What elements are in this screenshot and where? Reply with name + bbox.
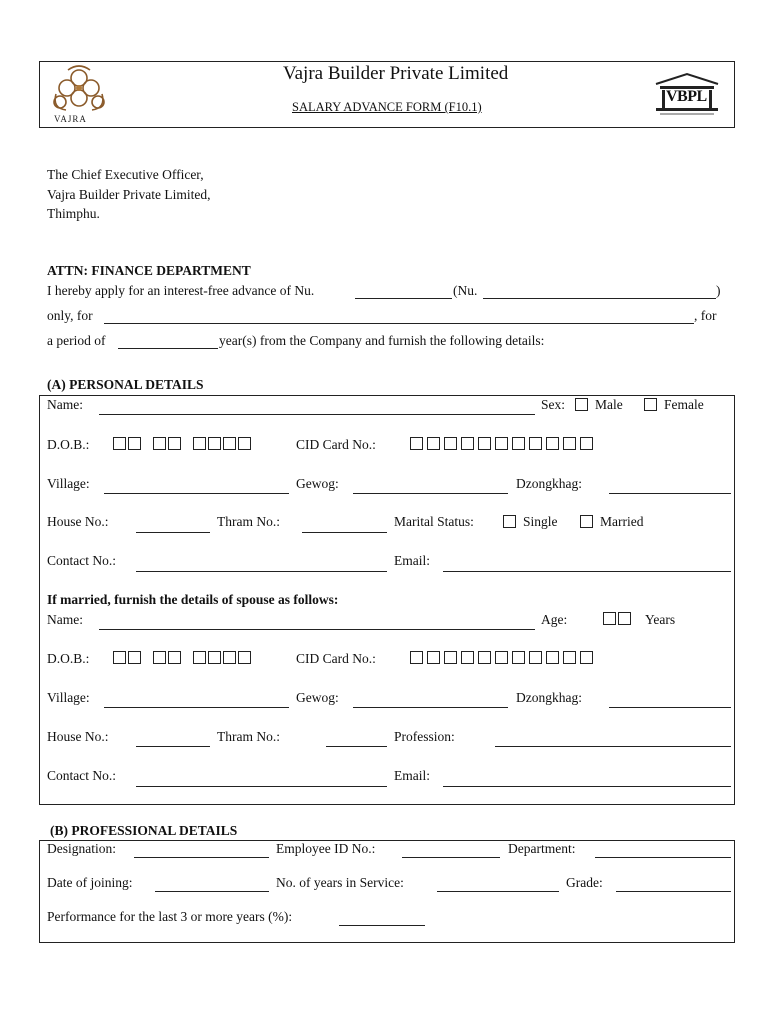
female-label: Female [664,397,704,412]
vbpl-logo-text: VBPL [666,88,707,105]
nu-open: (Nu. [453,283,478,298]
spouse-contact-field[interactable] [136,786,387,787]
company-name: Vajra Builder Private Limited [283,63,509,84]
village-label: Village: [47,476,90,491]
gewog-field[interactable] [353,493,508,494]
address-line-1: The Chief Executive Officer, [47,167,204,182]
cid-boxes[interactable] [410,437,593,450]
spouse-house-label: House No.: [47,729,109,744]
spouse-dob-label: D.O.B.: [47,651,90,666]
married-label: Married [600,514,644,529]
email-field[interactable] [443,571,731,572]
spouse-village-label: Village: [47,690,90,705]
married-checkbox[interactable] [580,515,593,528]
dzongkhag-label: Dzongkhag: [516,476,582,491]
sex-label: Sex: [541,397,566,412]
spouse-house-field[interactable] [136,746,210,747]
cid-label: CID Card No.: [296,437,376,452]
male-checkbox[interactable] [575,398,588,411]
spouse-gewog-field[interactable] [353,707,508,708]
house-field[interactable] [136,532,210,533]
amount-figures-field[interactable] [355,298,452,299]
spouse-years-label: Years [645,612,676,627]
village-field[interactable] [104,493,289,494]
gewog-label: Gewog: [296,476,339,491]
designation-field[interactable] [134,857,269,858]
years-service-label: No. of years in Service: [276,875,404,890]
spouse-profession-field[interactable] [495,746,731,747]
department-field[interactable] [595,857,731,858]
date-joining-field[interactable] [155,891,269,892]
attn-heading: ATTN: FINANCE DEPARTMENT [47,263,251,278]
period-text: a period of [47,333,106,348]
designation-label: Designation: [47,841,116,856]
grade-field[interactable] [616,891,731,892]
amount-words-field-2[interactable] [104,323,694,324]
name-label: Name: [47,397,83,412]
spouse-profession-label: Profession: [394,729,455,744]
professional-heading: (B) PROFESSIONAL DETAILS [50,823,238,838]
contact-field[interactable] [136,571,387,572]
spouse-name-field[interactable] [99,629,535,630]
single-label: Single [523,514,558,529]
apply-text: I hereby apply for an interest-free advance of Nu. [47,283,315,298]
grade-label: Grade: [566,875,603,890]
spouse-name-label: Name: [47,612,83,627]
spouse-heading: If married, furnish the details of spouse as follows: [47,592,339,607]
email-label: Email: [394,553,430,568]
marital-label: Marital Status: [394,514,474,529]
spouse-cid-label: CID Card No.: [296,651,376,666]
thram-field[interactable] [302,532,387,533]
vajra-logo [48,64,110,126]
amount-words-field-1[interactable] [483,298,716,299]
personal-heading: (A) PERSONAL DETAILS [47,377,204,392]
house-label: House No.: [47,514,109,529]
department-label: Department: [508,841,576,856]
spouse-gewog-label: Gewog: [296,690,339,705]
spouse-age-boxes[interactable] [603,612,631,625]
address-line-3: Thimphu. [47,206,100,221]
employee-id-label: Employee ID No.: [276,841,376,856]
dob-label: D.O.B.: [47,437,90,452]
dzongkhag-field[interactable] [609,493,731,494]
years-service-field[interactable] [437,891,559,892]
spouse-village-field[interactable] [104,707,289,708]
spouse-email-field[interactable] [443,786,731,787]
vajra-emblem-icon [48,64,110,114]
performance-label: Performance for the last 3 or more years (%): [47,909,293,924]
performance-field[interactable] [339,925,425,926]
spouse-contact-label: Contact No.: [47,768,116,783]
spouse-dzongkhag-label: Dzongkhag: [516,690,582,705]
date-joining-label: Date of joining: [47,875,133,890]
contact-label: Contact No.: [47,553,116,568]
period-field[interactable] [118,348,218,349]
spouse-thram-label: Thram No.: [217,729,280,744]
vajra-logo-text: VAJRA [54,114,87,124]
female-checkbox[interactable] [644,398,657,411]
spouse-email-label: Email: [394,768,430,783]
spouse-thram-field[interactable] [326,746,387,747]
only-for-text: only, for [47,308,93,323]
spouse-age-label: Age: [541,612,568,627]
years-text: year(s) from the Company and furnish the following details: [219,333,545,348]
male-label: Male [595,397,623,412]
for-text: , for [694,308,717,323]
spouse-dzongkhag-field[interactable] [609,707,731,708]
form-title: SALARY ADVANCE FORM (F10.1) [292,100,482,114]
single-checkbox[interactable] [503,515,516,528]
dob-boxes[interactable] [113,437,251,450]
spouse-dob-boxes[interactable] [113,651,251,664]
vbpl-logo [652,70,722,118]
name-field[interactable] [99,414,535,415]
spouse-cid-boxes[interactable] [410,651,593,664]
employee-id-field[interactable] [402,857,500,858]
address-line-2: Vajra Builder Private Limited, [47,187,211,202]
nu-close: ) [716,283,721,298]
thram-label: Thram No.: [217,514,280,529]
